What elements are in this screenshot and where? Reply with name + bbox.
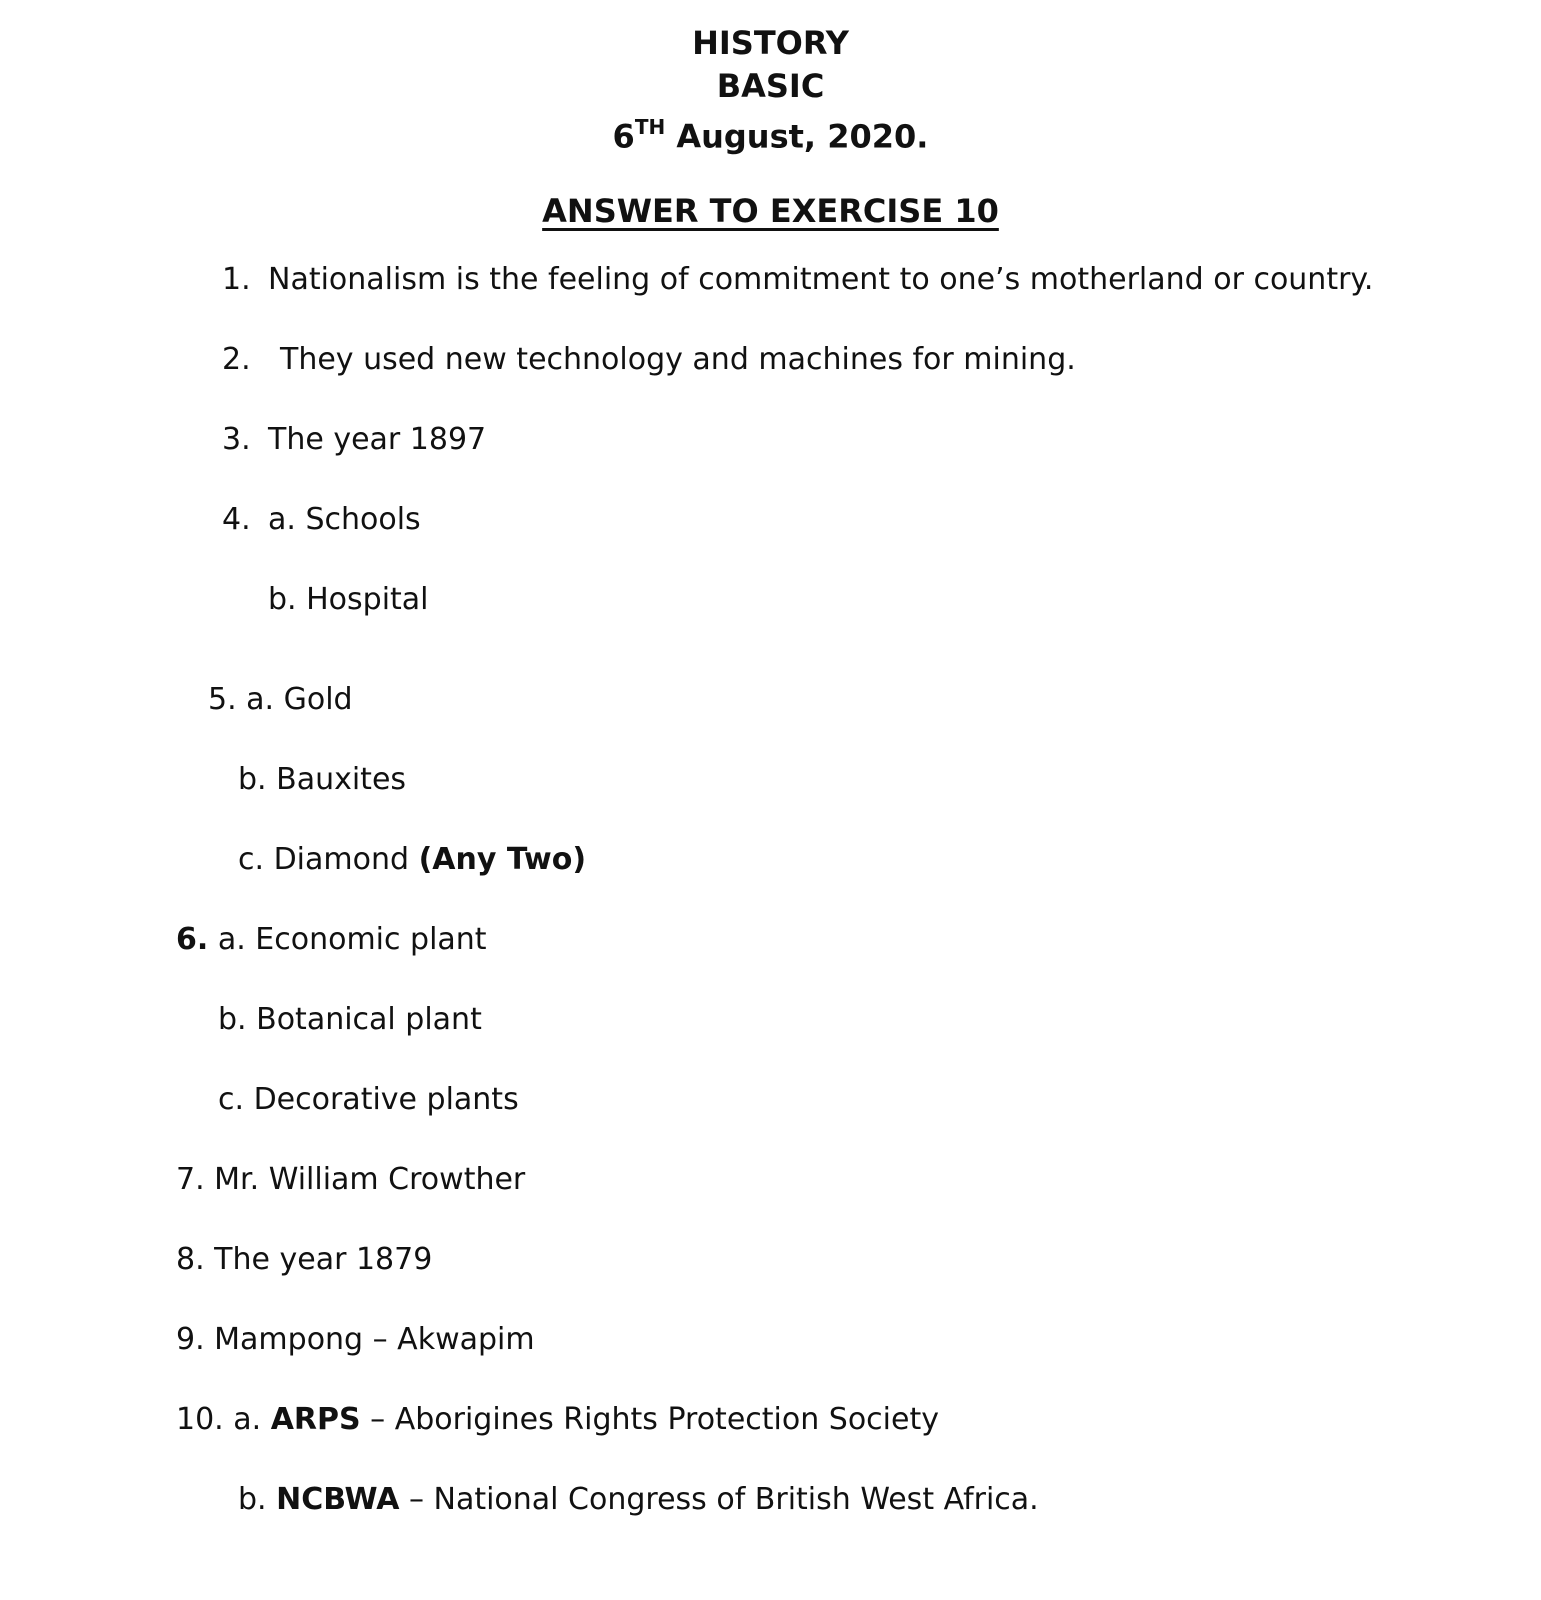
date-rest: August, 2020. (665, 117, 929, 156)
document-header (0, 22, 1541, 159)
answer-10b-abbr: NCBWA (276, 1482, 400, 1517)
answer-3 (222, 420, 486, 460)
answer-10a (176, 1400, 939, 1440)
answer-10a-abbr: ARPS (270, 1402, 361, 1437)
answer-6a (176, 920, 487, 960)
answer-2 (222, 340, 1076, 380)
answer-4-number: 4. (222, 502, 251, 537)
answer-6b: b. Botanical plant (218, 1002, 482, 1037)
answer-3-text: The year 1897 (268, 422, 487, 457)
answer-1 (222, 260, 1373, 300)
answer-4a (222, 500, 421, 540)
answer-6a-text: a. Economic plant (208, 922, 487, 957)
answer-3-number: 3. (222, 422, 251, 457)
answer-10b-prefix: b. (238, 1482, 277, 1517)
date-day: 6 (612, 117, 635, 156)
answer-10b-text: – National Congress of British West Africa. (399, 1482, 1039, 1517)
answer-1-number: 1. (222, 262, 251, 297)
answer-9: 9. Mampong – Akwapim (176, 1322, 535, 1357)
answer-5c (238, 840, 586, 880)
answer-2-number: 2. (222, 342, 251, 377)
answer-6c: c. Decorative plants (218, 1082, 519, 1117)
answer-5c-note: (Any Two) (418, 842, 587, 877)
answer-6-number: 6. (176, 922, 209, 957)
answer-7: 7. Mr. William Crowther (176, 1162, 526, 1197)
level-title: BASIC (716, 67, 825, 105)
answer-4a-text: a. Schools (268, 502, 421, 537)
answer-4b: b. Hospital (268, 582, 429, 617)
answer-10-prefix: 10. a. (176, 1402, 271, 1437)
answer-1-text: Nationalism is the feeling of commitment to one’s motherland or country. (268, 262, 1374, 297)
answer-5a: 5. a. Gold (208, 682, 353, 717)
answer-5c-text: c. Diamond (238, 842, 419, 877)
exercise-heading: ANSWER TO EXERCISE 10 (542, 192, 999, 230)
answer-8: 8. The year 1879 (176, 1242, 433, 1277)
answer-10a-text: – Aborigines Rights Protection Society (360, 1402, 939, 1437)
date-line (0, 108, 1541, 159)
date-suffix: TH (634, 115, 666, 139)
answer-2-text: They used new technology and machines for mining. (280, 342, 1076, 377)
answer-5b: b. Bauxites (238, 762, 407, 797)
answer-10b (238, 1480, 1039, 1520)
subject-title: HISTORY (692, 24, 849, 62)
